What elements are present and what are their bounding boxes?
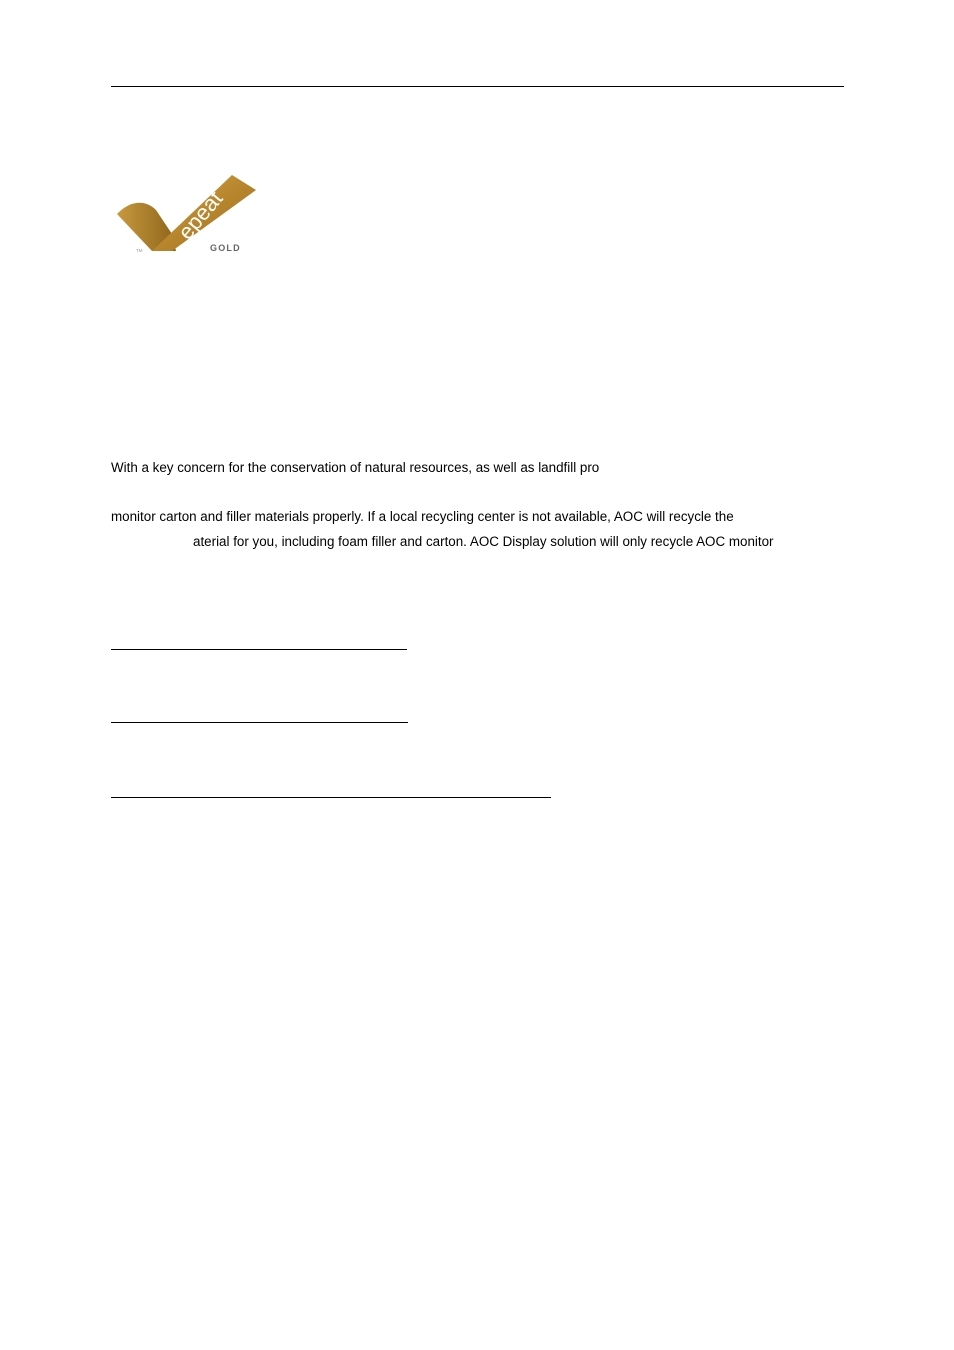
body-line-1: With a key concern for the conservation of natural resources, as well as landfill pro — [111, 460, 600, 475]
body-line-2: monitor carton and filler materials properly. If a local recycling center is not available, AOC will recycle the — [111, 509, 734, 524]
logo-tier-label: GOLD — [210, 243, 241, 253]
header-rule — [111, 86, 844, 87]
epeat-gold-logo — [114, 172, 260, 258]
link-underline-1[interactable] — [111, 649, 407, 650]
body-line-3: aterial for you, including foam filler and carton. AOC Display solution will only recycle AOC monitor — [193, 534, 774, 549]
svg-text:epeat: epeat — [172, 186, 228, 245]
logo-trademark: TM — [136, 248, 143, 253]
link-underline-2[interactable] — [111, 722, 408, 723]
link-underline-3[interactable] — [111, 797, 551, 798]
